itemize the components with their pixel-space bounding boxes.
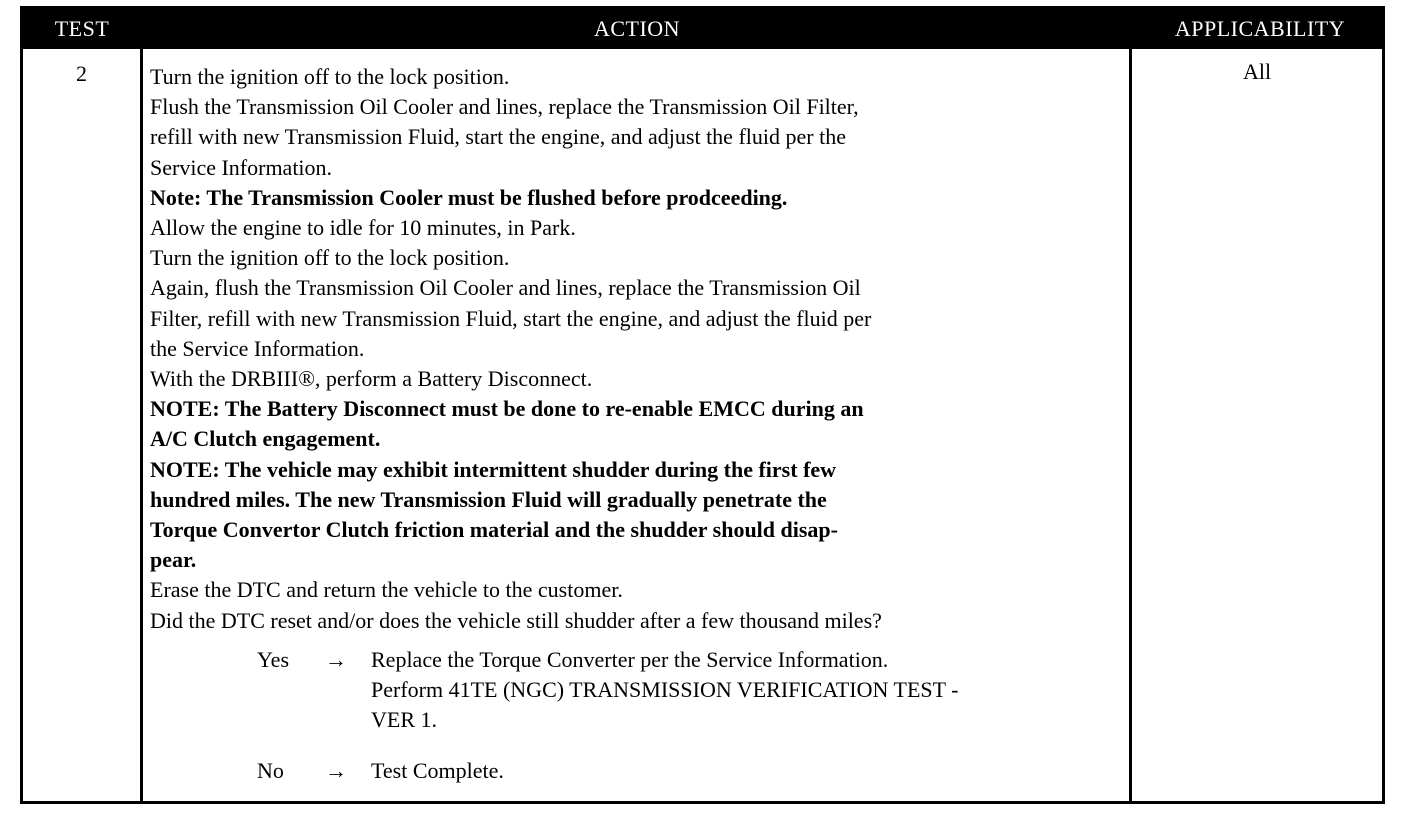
instruction-line: Flush the Transmission Oil Cooler and lines, replace the Transmission Oil Filter, — [150, 94, 859, 120]
instruction-line: Erase the DTC and return the vehicle to the customer. — [150, 577, 623, 603]
header-action: ACTION — [593, 16, 681, 41]
arrow-right-icon: → — [325, 647, 347, 672]
note-line: Torque Convertor Clutch friction material and the shudder should disap- — [150, 517, 838, 543]
note-line: A/C Clutch engagement. — [150, 426, 381, 452]
instruction-line: Filter, refill with new Transmission Fluid, start the engine, and adjust the fluid per — [150, 305, 872, 331]
result-no — [150, 756, 1122, 786]
instruction-line: the Service Information. — [150, 335, 365, 361]
test-number: 2 — [76, 61, 87, 86]
no-label: No — [257, 757, 284, 783]
header-applicability: APPLICABILITY — [1174, 16, 1346, 41]
header-test: TEST — [54, 16, 110, 41]
test-results — [150, 645, 1122, 786]
applicability-value: All — [1242, 59, 1272, 84]
question-line: Did the DTC reset and/or does the vehicle still shudder after a few thousand miles? — [150, 607, 882, 633]
note-line: hundred miles. The new Transmission Fluid will gradually penetrate the — [150, 486, 827, 512]
instruction-line: refill with new Transmission Fluid, start the engine, and adjust the fluid per the — [150, 124, 846, 150]
yes-label: Yes — [257, 647, 290, 672]
arrow-right-icon: → — [325, 757, 347, 783]
column-divider-applicability — [1129, 49, 1132, 801]
instruction-line: Turn the ignition off to the lock position. — [150, 245, 510, 271]
instruction-line: Turn the ignition off to the lock position. — [150, 64, 510, 89]
no-action-line: Test Complete. — [371, 757, 504, 783]
instruction-line: Again, flush the Transmission Oil Cooler and lines, replace the Transmission Oil — [150, 275, 861, 301]
instruction-line: Allow the engine to idle for 10 minutes, in Park. — [150, 215, 576, 241]
note-line: Note: The Transmission Cooler must be flushed before prodceeding. — [150, 184, 788, 210]
action-instructions — [150, 62, 1122, 636]
yes-action-line: Replace the Torque Converter per the Service Information. — [371, 647, 889, 672]
note-line: NOTE: The Battery Disconnect must be done to re-enable EMCC during an — [150, 396, 864, 422]
instruction-line: With the DRBIII®, perform a Battery Disconnect. — [150, 366, 593, 392]
yes-action-line: VER 1. — [371, 707, 437, 733]
diagnostic-test-table — [20, 6, 1385, 804]
column-divider-test — [140, 49, 143, 801]
note-line: NOTE: The vehicle may exhibit intermittent shudder during the first few — [150, 456, 837, 482]
table-header — [23, 9, 1382, 49]
yes-action-line: Perform 41TE (NGC) TRANSMISSION VERIFICATION TEST - — [371, 677, 959, 703]
instruction-line: Service Information. — [150, 154, 333, 180]
result-yes — [150, 645, 1122, 736]
note-line: pear. — [150, 547, 197, 573]
